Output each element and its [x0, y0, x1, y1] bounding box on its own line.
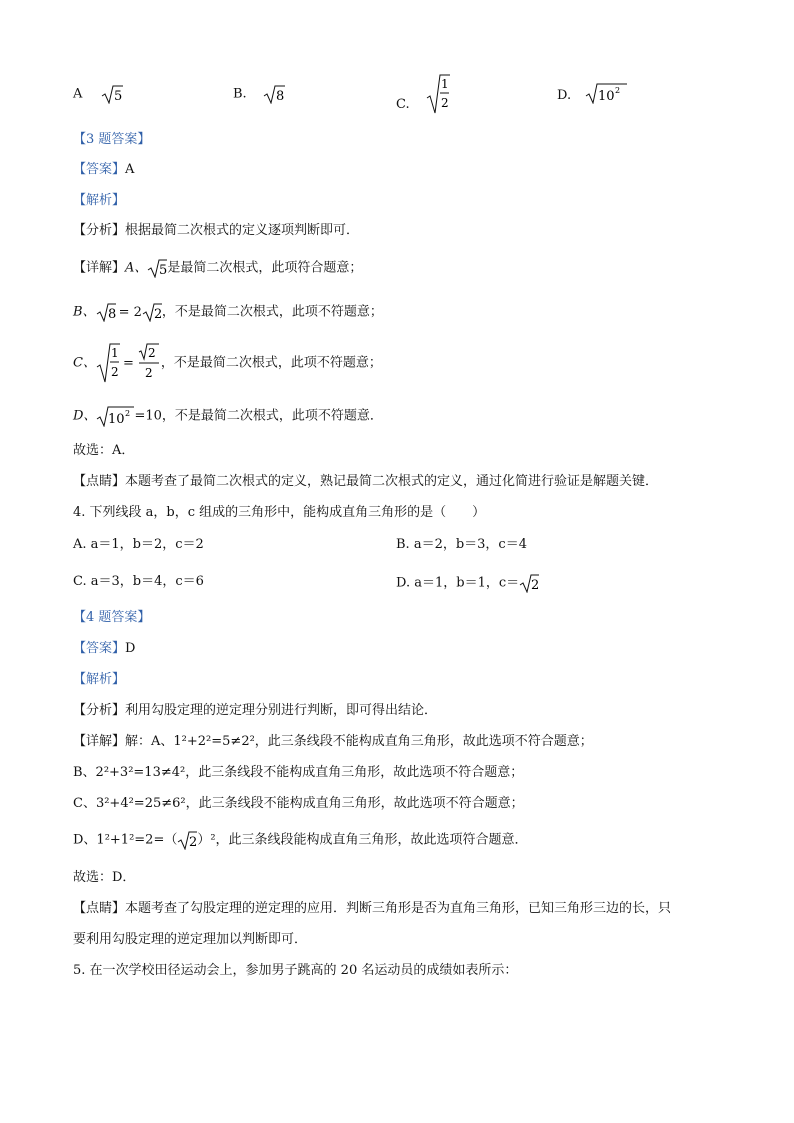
q4-fenxi — [73, 702, 437, 720]
q4-answer-header: 【4 题答案】 — [73, 610, 151, 625]
sqrt-symbol — [519, 573, 539, 593]
detail-label: 【详解】 — [73, 734, 126, 749]
q3-choose: 故选：A． — [73, 443, 135, 458]
fenxi-text: 利用勾股定理的逆定理分别进行判断，即可得出结论． — [125, 703, 438, 718]
q3-detail-d — [73, 405, 383, 427]
fenxi-label: 【分析】 — [73, 703, 126, 718]
option-letter: B. — [233, 86, 247, 102]
detail-prefix: A、 — [125, 260, 148, 276]
fenxi-label: 【分析】 — [73, 223, 126, 238]
sqrt-symbol — [142, 302, 162, 322]
fenxi-text: 根据最简二次根式的定义逐项判断即可． — [125, 223, 360, 238]
sqrt-symbol — [96, 302, 116, 322]
svg-text:2: 2 — [125, 409, 131, 418]
q3-detail-c — [73, 343, 382, 383]
svg-text:2: 2 — [615, 86, 621, 95]
q3-analysis-label: 【解析】 — [73, 193, 126, 208]
option-letter: A — [73, 86, 83, 102]
svg-text:1: 1 — [440, 77, 449, 91]
option-c — [396, 74, 450, 114]
svg-text:10: 10 — [108, 412, 125, 427]
svg-text:2: 2 — [144, 366, 153, 380]
svg-text:8: 8 — [275, 89, 285, 104]
q4-detail-d — [73, 830, 528, 850]
comment-label: 【点睛】 — [73, 474, 126, 489]
comment-label: 【点睛】 — [73, 901, 126, 916]
svg-text:2: 2 — [110, 365, 119, 379]
answer-value: A — [125, 162, 135, 177]
q3-answer-header: 【3 题答案】 — [73, 132, 151, 147]
q4-comment-1 — [73, 900, 671, 918]
svg-text:2: 2 — [153, 307, 162, 322]
svg-text:2: 2 — [147, 346, 156, 360]
sqrt-fraction — [96, 343, 120, 383]
q5-stem: 5. 在一次学校田径运动会上，参加男子跳高的 20 名运动员的成绩如表所示： — [73, 963, 518, 978]
q4-option-b: B. a＝2，b＝3，c＝4 — [396, 537, 527, 552]
sqrt-power — [96, 405, 134, 427]
sqrt-fraction — [426, 74, 450, 114]
q3-answer — [73, 161, 134, 179]
svg-text:2: 2 — [531, 578, 540, 593]
radicand: 5 — [113, 89, 122, 104]
svg-text:2: 2 — [440, 96, 449, 110]
answer-label: 【答案】 — [73, 162, 126, 177]
fraction — [137, 343, 161, 383]
q3-fenxi — [73, 222, 359, 240]
option-text: D. a＝1，b＝1，c＝ — [396, 575, 520, 591]
q4-comment-2: 要利用勾股定理的逆定理加以判断即可． — [73, 932, 308, 947]
answer-value: D — [125, 641, 136, 656]
option-letter: D. — [557, 87, 572, 103]
detail-equation: = 2 — [118, 304, 142, 320]
answer-label: 【答案】 — [73, 641, 126, 656]
detail-prefix: C、 — [73, 355, 96, 371]
detail-text: 是最简二次根式，此项符合题意； — [167, 260, 363, 276]
svg-text:1: 1 — [110, 346, 119, 360]
detail-prefix: B、 — [73, 304, 96, 320]
q4-option-d — [396, 573, 539, 593]
sqrt-symbol — [263, 84, 285, 104]
detail-equation: =10 — [134, 408, 162, 424]
option-letter: C. — [396, 96, 410, 112]
q4-stem: 4. 下列线段 a，b，c 组成的三角形中，能构成直角三角形的是（ ） — [73, 505, 486, 520]
equals-sign: = — [122, 355, 134, 371]
detail-text: ，不是最简二次根式，此项不符题意． — [161, 408, 383, 424]
detail-text: ，不是最简二次根式，此项不符题意； — [160, 355, 382, 371]
svg-text:5: 5 — [159, 263, 168, 278]
comment-text: 本题考查了勾股定理的逆定理的应用．判断三角形是否为直角三角形，已知三角形三边的长，只 — [125, 901, 672, 916]
svg-text:8: 8 — [107, 307, 116, 322]
q4-option-a: A. a＝1，b＝2，c＝2 — [73, 537, 204, 552]
q4-choose: 故选：D． — [73, 870, 136, 885]
detail-text: ，不是最简二次根式，此项不符题意； — [161, 304, 383, 320]
svg-text:2: 2 — [189, 835, 198, 850]
q3-detail-b — [73, 302, 383, 322]
detail-prefix: D、 — [73, 408, 97, 424]
detail-text: ）²，此三条线段能构成直角三角形，故此选项符合题意． — [197, 832, 528, 848]
detail-text: 解：A、1²+2²=5≠2²，此三条线段不能构成直角三角形，故此选项不符合题意； — [125, 734, 593, 749]
sqrt-symbol — [147, 258, 167, 278]
sqrt-symbol — [101, 84, 123, 104]
q4-option-c: C. a＝3，b＝4，c＝6 — [73, 574, 204, 589]
q4-detail-c: C、3²+4²=25≠6²，此三条线段不能构成直角三角形，故此选项不符合题意； — [73, 796, 524, 811]
sqrt-power — [585, 82, 627, 104]
sqrt-symbol — [177, 830, 197, 850]
comment-text: 本题考查了最简二次根式的定义，熟记最简二次根式的定义，通过化简进行验证是解题关键． — [125, 474, 659, 489]
q4-detail-b: B、2²+3²=13≠4²，此三条线段不能构成直角三角形，故此选项不符合题意； — [73, 765, 524, 780]
q3-comment — [73, 473, 658, 491]
option-d — [557, 82, 627, 104]
q4-answer — [73, 640, 135, 658]
detail-label: 【详解】 — [73, 260, 126, 276]
detail-text: D、1²+1²=2=（ — [73, 832, 178, 848]
option-b — [233, 84, 285, 104]
q3-detail-a — [73, 258, 362, 278]
svg-text:10: 10 — [598, 89, 615, 104]
option-a — [73, 84, 123, 104]
q4-detail-a — [73, 733, 593, 751]
q4-analysis-label: 【解析】 — [73, 672, 126, 687]
